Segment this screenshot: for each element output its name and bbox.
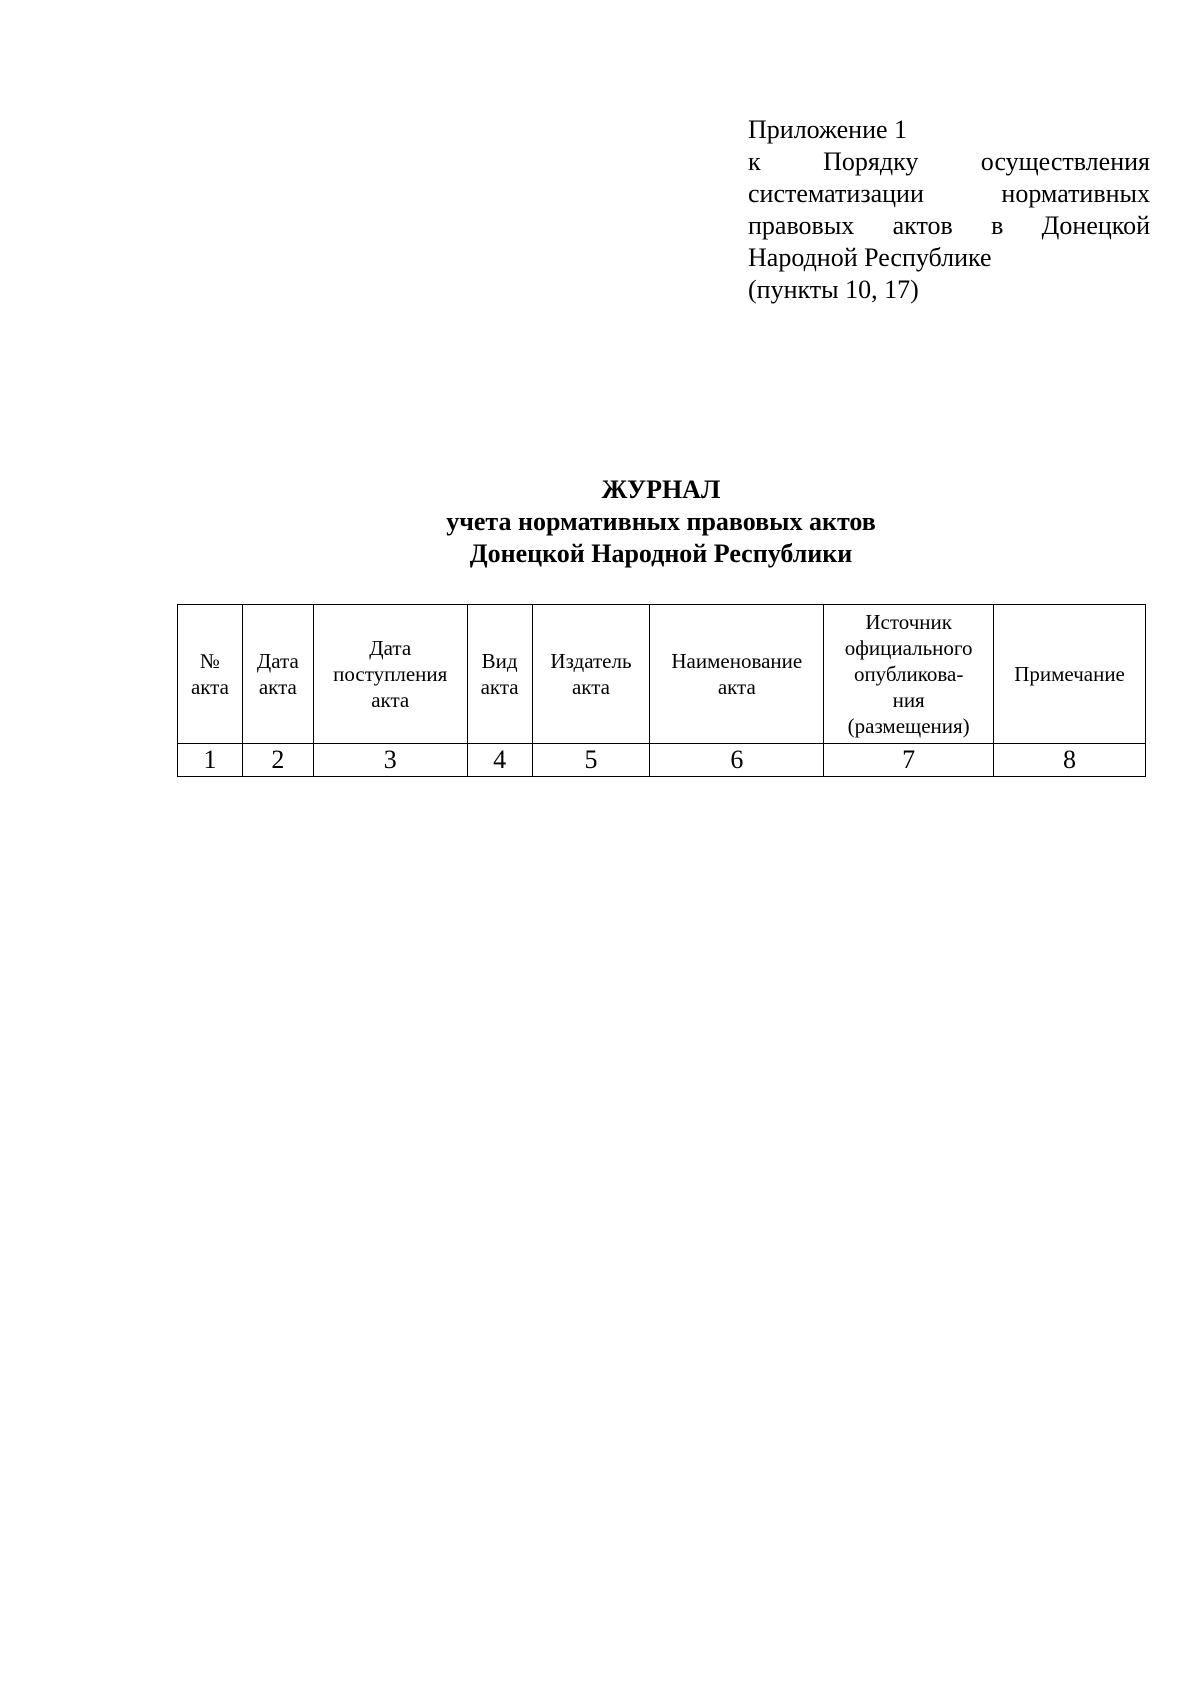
header-text: Вид акта <box>480 649 519 699</box>
appendix-line: правовых актов в Донецкой <box>748 211 1150 240</box>
title-line: учета нормативных правовых актов <box>446 507 876 536</box>
appendix-line: (пункты 10, 17) <box>748 275 919 304</box>
header-cell <box>178 605 243 744</box>
header-cell <box>650 605 824 744</box>
column-number-cell: 2 <box>242 744 313 777</box>
column-number-cell: 1 <box>178 744 243 777</box>
header-cell <box>532 605 650 744</box>
appendix-note <box>748 114 1150 306</box>
header-text: № акта <box>190 649 229 699</box>
column-number-cell: 5 <box>532 744 650 777</box>
column-number-row <box>178 744 1146 777</box>
column-number-cell: 8 <box>994 744 1146 777</box>
header-text: Дата акта <box>256 649 299 699</box>
title-line: ЖУРНАЛ <box>601 475 721 504</box>
header-text: Наименование акта <box>671 649 803 699</box>
header-text: Дата поступления акта <box>333 636 448 712</box>
journal-table <box>177 604 1146 777</box>
column-number-cell: 6 <box>650 744 824 777</box>
header-cell <box>994 605 1146 744</box>
appendix-line: систематизации нормативных <box>748 179 1150 208</box>
appendix-line: к Порядку осуществления <box>748 147 1150 176</box>
header-text: Издатель акта <box>550 649 632 699</box>
title-line: Донецкой Народной Республики <box>469 539 853 568</box>
header-cell <box>313 605 467 744</box>
column-number-cell: 4 <box>467 744 532 777</box>
document-title <box>0 474 1200 570</box>
appendix-line: Приложение 1 <box>748 115 908 144</box>
header-cell <box>824 605 994 744</box>
header-text: Источник официального опубликова- ния (размещения) <box>844 610 973 738</box>
header-text: Примечание <box>1014 662 1125 686</box>
appendix-line: Народной Республике <box>748 243 992 272</box>
column-number-cell: 3 <box>313 744 467 777</box>
column-number-cell: 7 <box>824 744 994 777</box>
header-cell <box>467 605 532 744</box>
header-cell <box>242 605 313 744</box>
table-header-row <box>178 605 1146 744</box>
